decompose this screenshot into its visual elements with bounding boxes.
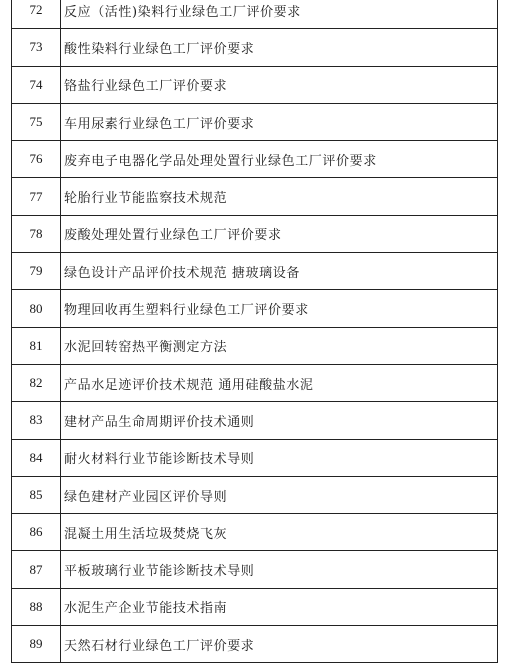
table-row — [12, 476, 498, 513]
row-number-cell: 74 — [12, 66, 61, 103]
standard-name-cell: 天然石材行业绿色工厂评价要求 — [61, 626, 498, 663]
standard-name-cell: 物理回收再生塑料行业绿色工厂评价要求 — [61, 290, 498, 327]
row-number-cell: 77 — [12, 178, 61, 215]
row-number-cell: 86 — [12, 514, 61, 551]
standard-name-cell: 水泥生产企业节能技术指南 — [61, 588, 498, 625]
standard-name-cell: 反应（活性)染料行业绿色工厂评价要求 — [61, 0, 498, 29]
row-number-cell: 88 — [12, 588, 61, 625]
row-number-cell: 82 — [12, 364, 61, 401]
row-number-cell: 84 — [12, 439, 61, 476]
standard-name-cell: 耐火材料行业节能诊断技术导则 — [61, 439, 498, 476]
table-row — [12, 514, 498, 551]
row-number-cell: 83 — [12, 402, 61, 439]
row-number-cell: 85 — [12, 476, 61, 513]
standard-name-cell: 轮胎行业节能监察技术规范 — [61, 178, 498, 215]
table-row — [12, 29, 498, 66]
table-row — [12, 588, 498, 625]
table-row — [12, 215, 498, 252]
standard-name-cell: 车用尿素行业绿色工厂评价要求 — [61, 103, 498, 140]
table-row — [12, 551, 498, 588]
standard-name-cell: 混凝土用生活垃圾焚烧飞灰 — [61, 514, 498, 551]
row-number-cell: 78 — [12, 215, 61, 252]
table-row — [12, 66, 498, 103]
row-number-cell: 89 — [12, 626, 61, 663]
table-row — [12, 290, 498, 327]
row-number-cell: 79 — [12, 253, 61, 290]
standard-name-cell: 产品水足迹评价技术规范 通用硅酸盐水泥 — [61, 364, 498, 401]
standard-name-cell: 废酸处理处置行业绿色工厂评价要求 — [61, 215, 498, 252]
standards-table-wrapper — [11, 0, 497, 663]
table-row — [12, 439, 498, 476]
table-row — [12, 141, 498, 178]
row-number-cell: 81 — [12, 327, 61, 364]
standard-name-cell: 水泥回转窑热平衡测定方法 — [61, 327, 498, 364]
standard-name-cell: 绿色建材产业园区评价导则 — [61, 476, 498, 513]
standard-name-cell: 建材产品生命周期评价技术通则 — [61, 402, 498, 439]
standards-table-body — [12, 0, 498, 663]
row-number-cell: 73 — [12, 29, 61, 66]
row-number-cell: 76 — [12, 141, 61, 178]
row-number-cell: 80 — [12, 290, 61, 327]
standard-name-cell: 铬盐行业绿色工厂评价要求 — [61, 66, 498, 103]
table-row — [12, 253, 498, 290]
row-number-cell: 72 — [12, 0, 61, 29]
standard-name-cell: 平板玻璃行业节能诊断技术导则 — [61, 551, 498, 588]
standard-name-cell: 酸性染料行业绿色工厂评价要求 — [61, 29, 498, 66]
standard-name-cell: 绿色设计产品评价技术规范 搪玻璃设备 — [61, 253, 498, 290]
table-row — [12, 327, 498, 364]
table-row — [12, 0, 498, 29]
table-row — [12, 364, 498, 401]
row-number-cell: 75 — [12, 103, 61, 140]
table-row — [12, 178, 498, 215]
table-row — [12, 402, 498, 439]
standard-name-cell: 废弃电子电器化学品处理处置行业绿色工厂评价要求 — [61, 141, 498, 178]
table-row — [12, 626, 498, 663]
row-number-cell: 87 — [12, 551, 61, 588]
standards-table — [11, 0, 498, 663]
table-row — [12, 103, 498, 140]
